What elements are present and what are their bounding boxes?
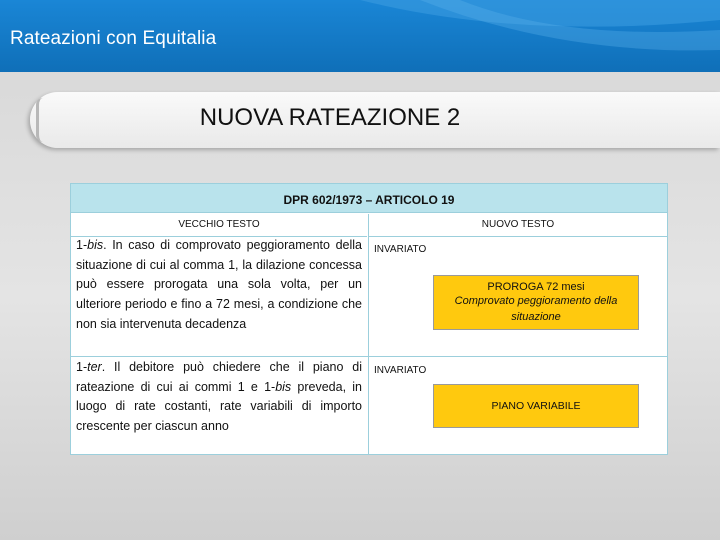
old-text-row-1-body: . In caso di comprovato peggioramento della situazione di cui al comma 1, la dilazione concessa può essere prorogata una sola volta, per un ulteriore periodo e fino a 72 mesi, a condizione che non sia intervenuta decadenza: [76, 238, 362, 331]
comparison-table: [70, 183, 668, 455]
old-text-row-2-prefix: 1-: [76, 360, 88, 374]
old-text-row-2-body-a: . Il debitore può chiedere che il piano di rateazione di cui ai commi 1 e 1-: [76, 360, 362, 394]
old-text-row-2-italic: ter: [87, 360, 102, 374]
status-row-1: INVARIATO: [374, 244, 427, 255]
column-header-old: VECCHIO TESTO: [71, 214, 367, 237]
column-header-new: NUOVO TESTO: [369, 214, 667, 237]
status-row-2: INVARIATO: [374, 365, 427, 376]
old-text-row-1-prefix: 1-: [76, 238, 88, 252]
highlight-box-piano-variabile: [433, 384, 639, 428]
row-divider: [71, 356, 667, 357]
old-text-row-2-italic-b: bis: [275, 379, 292, 394]
old-text-row-2-body-b: preveda, in luogo di rate costanti, rate variabili di importo crescente per ciascun anno: [76, 379, 362, 434]
old-text-row-1-italic: bis: [87, 238, 104, 252]
old-text-row-2: [76, 358, 362, 437]
highlight-box-proroga-subtitle: Comprovato peggioramento della situazione: [454, 295, 618, 323]
highlight-box-piano-variabile-title: PIANO VARIABILE: [491, 400, 581, 412]
header-bar: [0, 0, 720, 72]
table-heading: DPR 602/1973 – ARTICOLO 19: [71, 184, 667, 213]
highlight-box-proroga: [433, 275, 639, 330]
highlight-box-proroga-title: PROROGA 72 mesi: [487, 281, 585, 293]
column-divider: [368, 214, 369, 454]
header-title: Rateazioni con Equitalia: [10, 28, 217, 49]
slide-title: NUOVA RATEAZIONE 2: [199, 104, 461, 131]
old-text-row-1: [76, 236, 362, 335]
